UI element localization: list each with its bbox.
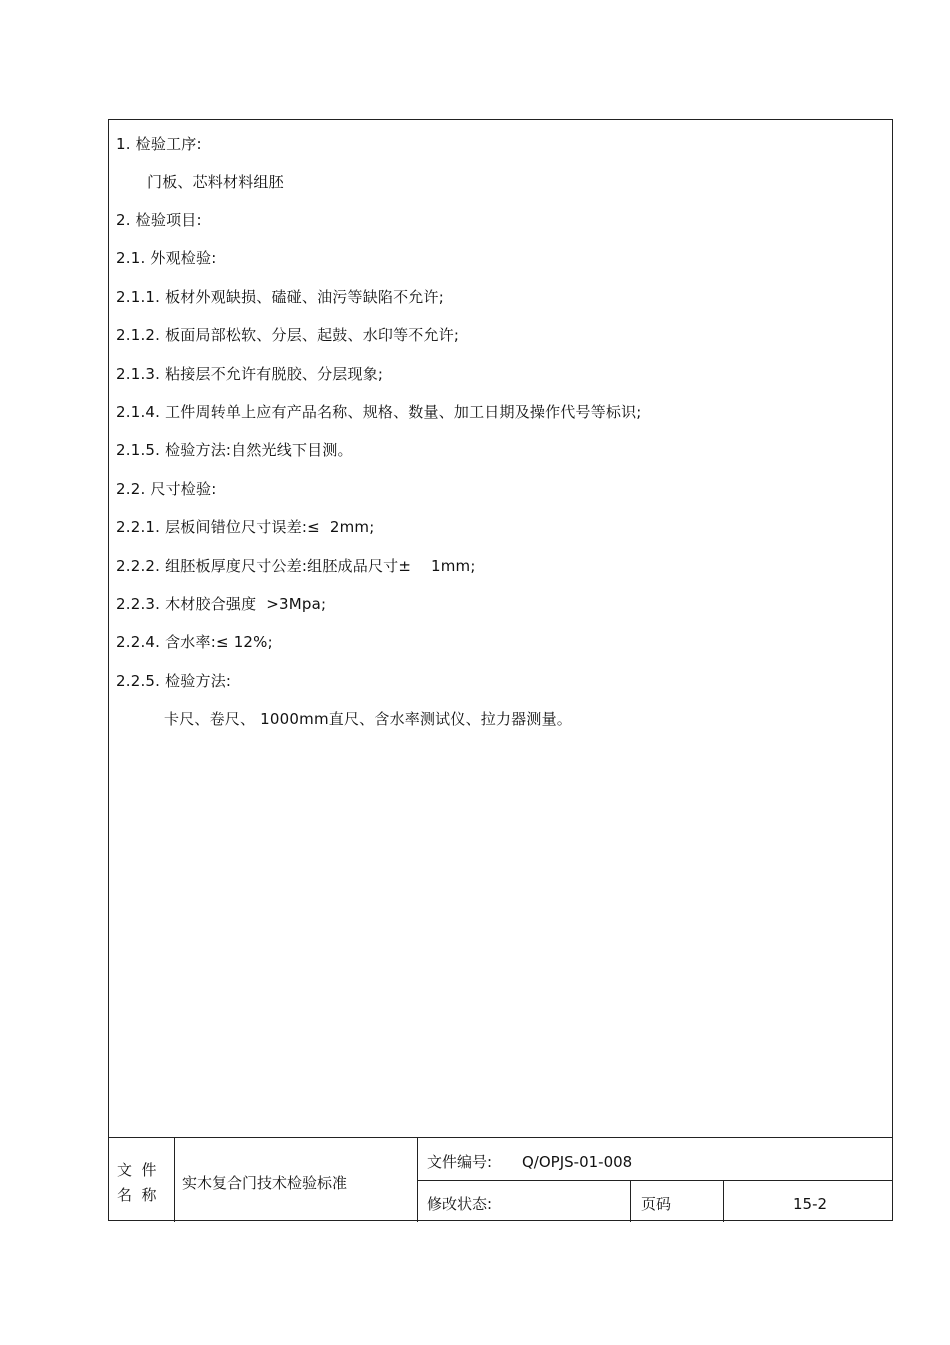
revision-status-label: 修改状态: — [427, 1195, 493, 1213]
column-divider — [630, 1180, 631, 1222]
inspection-item: 2.2.2. 组胚板厚度尺寸公差:组胚成品尺寸± 1mm; — [116, 557, 476, 575]
method-description: 卡尺、卷尺、 1000mm直尺、含水率测试仪、拉力器测量。 — [164, 710, 572, 728]
inspection-item: 2.1.2. 板面局部松软、分层、起鼓、水印等不允许; — [116, 326, 460, 344]
inspection-item: 2.1.3. 粘接层不允许有脱胶、分层现象; — [116, 365, 384, 383]
inspection-item: 2.1.4. 工件周转单上应有产品名称、规格、数量、加工日期及操作代号等标识; — [116, 403, 642, 421]
file-name-label: 文 件 — [117, 1161, 157, 1179]
subsection-heading: 2.2. 尺寸检验: — [116, 480, 217, 498]
page-label: 页码 — [641, 1195, 672, 1213]
column-divider — [723, 1180, 724, 1222]
inspection-item: 2.2.3. 木材胶合强度 >3Mpa; — [116, 595, 327, 613]
column-divider — [174, 1138, 175, 1222]
inspection-item: 2.2.1. 层板间错位尺寸误差:≤ 2mm; — [116, 518, 375, 536]
doc-number-label: 文件编号: — [427, 1153, 493, 1171]
inspection-item: 2.1.1. 板材外观缺损、磕碰、油污等缺陷不允许; — [116, 288, 444, 306]
section-heading: 2. 检验项目: — [116, 211, 202, 229]
file-name-value: 实木复合门技术检验标准 — [182, 1174, 348, 1192]
subsection-heading: 2.1. 外观检验: — [116, 249, 217, 267]
document-footer-table — [109, 1137, 892, 1222]
inspection-item: 2.2.4. 含水率:≤ 12%; — [116, 633, 273, 651]
inspection-item: 2.2.5. 检验方法: — [116, 672, 232, 690]
document-frame — [108, 119, 893, 1221]
section-heading: 1. 检验工序: — [116, 135, 202, 153]
row-divider — [417, 1180, 892, 1181]
doc-number-value: Q/OPJS-01-008 — [522, 1153, 633, 1171]
process-description: 门板、芯料材料组胚 — [147, 173, 284, 191]
file-name-label: 名 称 — [117, 1186, 157, 1204]
inspection-item: 2.1.5. 检验方法:自然光线下目测。 — [116, 441, 353, 459]
page-number-value: 15-2 — [793, 1195, 828, 1213]
inspection-content — [109, 120, 892, 1138]
